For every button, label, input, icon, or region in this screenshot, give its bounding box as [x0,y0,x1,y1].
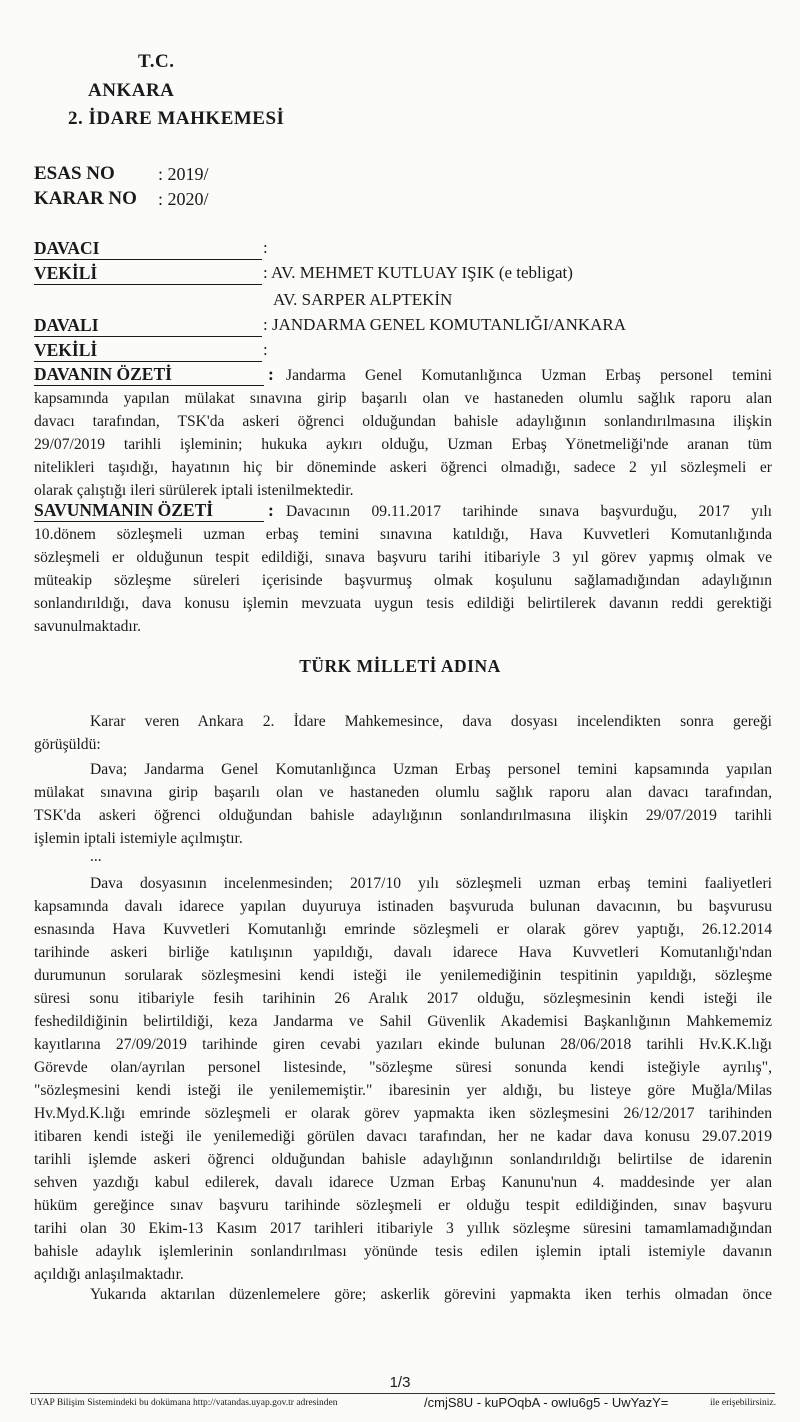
text-line: sonlandırıldığı, dava konusu işlemin mevzuata uygun tesis edildiği belirtilerek davanın reddi gerektiği [34,595,772,612]
text-line: tarihinde askeri birliğe katılışının yapıldığı, davalı idarece Hava Kuvvetleri Komutanlığı'ndan [34,944,772,961]
text-line: sehven yazdığı kabul edilerek, davalı idarece Uzman Erbaş Kanunu'nun 4. maddesinde yer alan [34,1174,772,1191]
header-city: ANKARA [88,80,175,101]
text-line: süresi sonu itibariyle fesih tarihinin 26 Aralık 2017 olduğu, sözleşmesinin kendi isteği ile [34,990,772,1007]
davali-vekili-label: VEKİLİ [34,340,262,362]
text-line: "sözleşmesini kendi isteği ile yenilememiştir." ibaresinin yer aldığı, bu listeye göre Muğla/Milas [34,1082,772,1099]
savunmanin-ozeti-text [34,523,772,638]
ellipsis: ... [90,848,102,865]
text-line: nitelikleri taşıdığı, hayatının hiç bir döneminde askeri öğrenci olmadığı, sadece 2 yıl sözleşmeli er [34,459,772,476]
decision-heading: TÜRK MİLLETİ ADINA [299,656,501,676]
decision-p4 [90,1283,772,1306]
vekili-value-second: AV. SARPER ALPTEKİN [273,290,453,309]
davali-value: : JANDARMA GENEL KOMUTANLIĞI/ANKARA [263,315,627,334]
text-line: Dava dosyasının incelenmesinden; 2017/10 yılı sözleşmeli uzman erbaş temini faaliyetleri [90,875,772,892]
vekili-label: VEKİLİ [34,263,262,285]
header-court: 2. İDARE MAHKEMESİ [68,108,285,129]
davali-label: DAVALI [34,315,262,337]
text-line: Davacının 09.11.2017 tarihinde sınava başvurduğu, 2017 yılı [286,503,772,520]
text-line: işlemin iptali istemiyle açılmıştır. [34,830,243,847]
text-line: Yukarıda aktarılan düzenlemelere göre; askerlik görevini yapmakta iken terhis olmadan önce [90,1286,772,1303]
davanin-ozeti-first-line [286,364,772,387]
text-line: feshedildiğinin belirtildiği, keza Jandarma ve Sahil Güvenlik Akademisi Başkanlığının Mahkememiz [34,1013,772,1030]
text-line: Jandarma Genel Komutanlığınca Uzman Erbaş personel temini [286,367,772,384]
text-line: savunulmaktadır. [34,618,141,635]
esas-no-label: ESAS NO [34,163,115,184]
text-line: Dava; Jandarma Genel Komutanlığınca Uzman Erbaş personel temini kapsamında yapılan [90,761,772,778]
karar-no-label: KARAR NO [34,188,137,209]
text-line: Hv.Myd.K.lığı emrinde sözleşmeli er olarak görev yapmakta iken sözleşmesini 26/12/2017 tarihinden [34,1105,772,1122]
footer-access-code: /cmjS8U - kuPOqbA - owIu6g5 - UwYazY= [424,1395,669,1410]
davanin-ozeti-text [34,387,772,502]
text-line: olarak çalıştığı ileri sürülerek iptali istenilmektedir. [34,482,354,499]
text-line: itibaren kendi isteği ile yenilemediği görülen davacı tarafından, her ne kadar dava konusu 29.07.2019 [34,1128,772,1145]
text-line: sözleşmeli er olduğunun tespit edildiği, sınava başvuru tarihi itibariyle 3 yıl görev yapmış olmak ve [34,549,772,566]
text-line: açıldığı anlaşılmaktadır. [34,1266,184,1283]
decision-p1-rest [34,733,772,756]
footer-divider [30,1393,775,1394]
header-country: T.C. [138,51,175,72]
esas-no-value: : 2019/ [158,164,209,184]
vekili-value: : AV. MEHMET KUTLUAY IŞIK (e tebligat) [263,263,573,282]
text-line: durumunun sorularak sözleşmesini kendi isteği ile yenilemediğinin tespitinin yapıldığı, sözleşme [34,967,772,984]
text-line: mülakat sınavına girip başarılı olan ve hastaneden olumlu sağlık raporu alan davacı tarafından, [34,784,772,801]
text-line: kapsamında davalı idarece yapılan duyuruya istinaden başvuruda bulunan davacının, bu başvurusu [34,898,772,915]
text-line: TSK'da askeri öğrenci olduğundan bahisle adaylığının sonlandırılmasına ilişkin 29/07/2019 tarihli [34,807,772,824]
text-line: Karar veren Ankara 2. İdare Mahkemesince, dava dosyası incelendikten sonra gereği [90,713,772,730]
text-line: kapsamında yapılan mülakat sınavına girip başarılı olan ve hastaneden olumlu sağlık raporu alan [34,390,772,407]
text-line: 10.dönem sözleşmeli uzman erbaş temini sınavına katıldığı, Hava Kuvvetleri Komutanlığında [34,526,772,543]
savunmanin-ozeti-colon: : [268,500,274,520]
text-line: davacı tarafından, TSK'da askeri öğrenci olduğundan bahisle adaylığının sonlandırılmasına ilişkin [34,413,772,430]
savunmanin-ozeti-label: SAVUNMANIN ÖZETİ [34,500,264,522]
footer-uyap-text: UYAP Bilişim Sistemindeki bu dokümana http://vatandas.uyap.gov.tr adresinden [30,1398,338,1408]
text-line: bahisle adaylık işlemlerinin sonlandırılması yönünde tesis edilen işlemin iptali istemiyle davanın [34,1243,772,1260]
text-line: kayıtlarına 27/09/2019 tarihinde giren cevabi yazıları ekinde bulunan 28/06/2018 tarihli Hv.K.K.lığı [34,1036,772,1053]
decision-p2-rest [34,781,772,850]
savunmanin-ozeti-first-line [286,500,772,523]
text-line: görüşüldü: [34,736,101,753]
page-number: 1/3 [389,1374,411,1391]
davali-vekili-value: : [263,340,268,359]
footer-suffix: ile erişebilirsiniz. [710,1398,776,1408]
text-line: Görevde olan/ayrılan personel listesinde, "sözleşme süresi sonunda kendi isteğiyle ayrılış", [34,1059,772,1076]
text-line: müteakip sözleşme süreleri içerisinde başvurmuş olmak koşulunu sağlamadığından adaylığının [34,572,772,589]
decision-p3-first [90,872,772,895]
text-line: tarihi olan 30 Ekim-13 Kasım 2017 tarihleri itibariyle 3 yıllık sözleşme süresini tamamlamadığından [34,1220,772,1237]
davaci-label: DAVACI [34,238,262,260]
decision-p1-first [90,710,772,733]
davanin-ozeti-label: DAVANIN ÖZETİ [34,364,264,386]
text-line: tarihli işlemde askeri öğrenci olduğundan bahisle adaylığının sonlandırıldığı belirtilse de idarenin [34,1151,772,1168]
davaci-value: : [263,238,268,257]
karar-no-value: : 2020/ [158,189,209,209]
decision-p2-first [90,758,772,781]
text-line: esnasında Hava Kuvvetleri Komutanlığı emrinde sözleşmeli er olarak görev yaptığı, 26.12.2014 [34,921,772,938]
text-line: hüküm gereğince sınav başvuru tarihinde sözleşmeli er olduğu tespit edildiğinden, sınav başvuru [34,1197,772,1214]
text-line: 29/07/2019 tarihli işleminin; hukuka aykırı olduğu, Uzman Erbaş Yönetmeliği'nde aranan tüm [34,436,772,453]
davanin-ozeti-colon: : [268,364,274,384]
decision-p3-rest [34,895,772,1286]
